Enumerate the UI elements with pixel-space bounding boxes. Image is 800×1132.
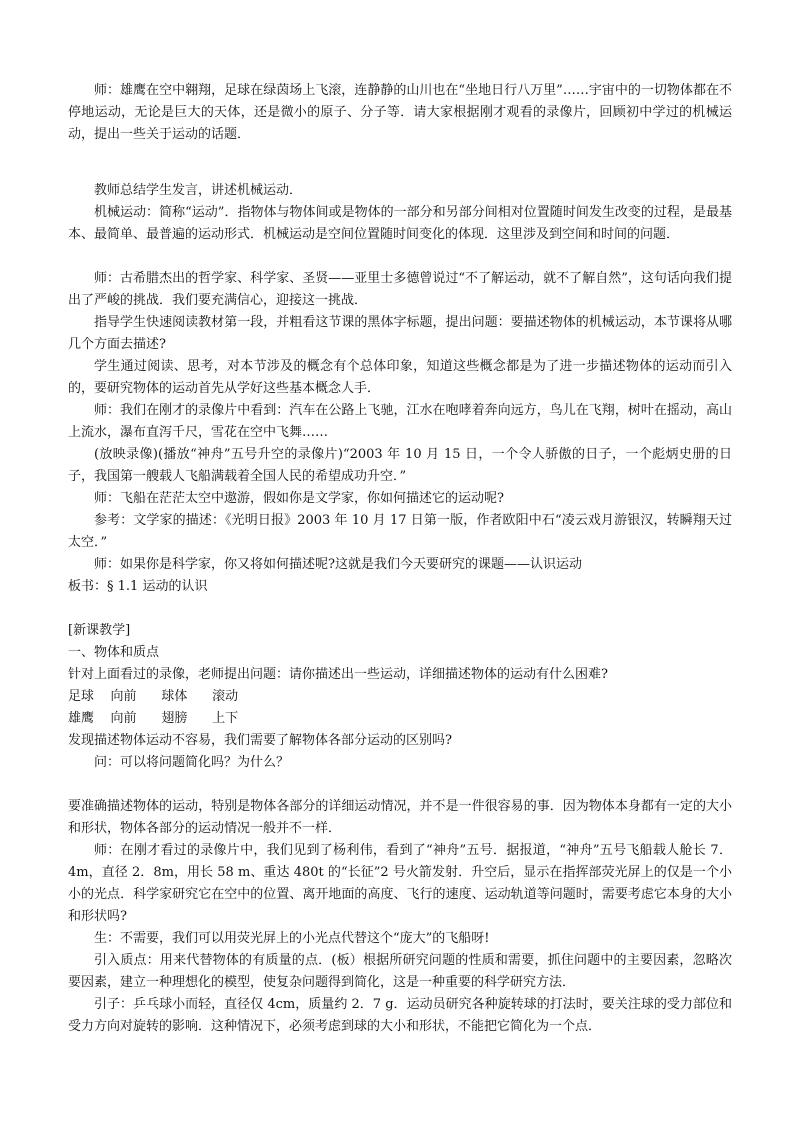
section-heading-object-particle: 一、物体和质点 [68, 645, 160, 660]
paragraph-teacher-summary: 教师总结学生发言，讲述机械运动． [94, 183, 303, 198]
paragraph-scientist-question: 师：如果你是科学家，你又将如何描述呢?这就是我们今天要研究的课题——认识运动 [94, 557, 582, 572]
paragraph-video-scenes: 师：我们在刚才的录像片中看到：汽车在公路上飞驰，江水在咆哮着奔向远方，鸟儿在飞翔，树叶在摇动，高山上流水，瀑布直泻千尺，雪花在空中飞舞…… [68, 403, 732, 440]
paragraph-literary-question: 师：飞船在茫茫太空中遨游，假如你是文学家，你如何描述它的运动呢? [94, 491, 504, 506]
section-new-lesson: [新课教学] [68, 623, 131, 638]
question-simplify: 问：可以将问题简化吗？为什么？ [94, 755, 290, 770]
paragraph-ping-pong: 引子：乒乓球小而轻，直径仅 4cm，质量约 2．7 g．运动员研究各种旋转球的打法时，要关注球的受力部位和受力方向对旋转的影响．这种情况下，必须考虑到球的大小和形状，不能把它简化为一个点． [68, 997, 732, 1034]
board-title: 板书：§ 1.1 运动的认识 [68, 579, 208, 594]
example-row-football: 足球 向前 球体 滚动 [68, 689, 239, 704]
paragraph-precise-description: 要准确描述物体的运动，特别是物体各部分的详细运动情况，并不是一件很容易的事．因为物体本身都有一定的大小和形状，物体各部分的运动情况一般并不一样． [68, 799, 732, 836]
paragraph-shenzhou-size: 师：在刚才看过的录像片中，我们见到了杨利伟，看到了“神舟”五号．据报道，“神舟”五号飞船载人舱长 7．4m，直径 2．8m，用长 58 m、重达 480t 的“长征”2 号火箭发射．升空后，显示在指挥部荧光屏上的仅是一个小小的光点．科学家研究它在空中的位置、离开地面的高度、飞行的速度、运动轨道等问题时，需要考虑它本身的大小和形状吗? [68, 843, 732, 924]
paragraph-student-answer: 生：不需要，我们可以用荧光屏上的小光点代替这个“庞大”的飞船呀! [94, 931, 490, 946]
paragraph-student-reading: 学生通过阅读、思考，对本节涉及的概念有个总体印象，知道这些概念都是为了进一步描述物体的运动而引入的，要研究物体的运动首先从学好这些基本概念人手． [68, 359, 732, 396]
paragraph-shenzhou-video: (放映录像)(播放“神舟”五号升空的录像片)“2003 年 10 月 15 日，一个令人骄傲的日子，一个彪炳史册的日子，我国第一艘载人飞船满载着全国人民的希望成功升空．” [68, 447, 732, 484]
paragraph-particle-definition: 引入质点：用来代替物体的有质量的点．(板）根据所研究问题的性质和需要，抓住问题中的主要因素，忽略次要因素，建立一种理想化的模型，使复杂问题得到简化，这是一种重要的科学研究方法． [68, 953, 732, 990]
example-row-eagle: 雄鹰 向前 翅膀 上下 [68, 711, 239, 726]
paragraph-intro: 师：雄鹰在空中翱翔，足球在绿茵场上飞滚，连静静的山川也在“坐地日行八万里”……宇宙中的一切物体都在不停地运动，无论是巨大的天体，还是微小的原子、分子等．请大家根据刚才观看的录像片，回顾初中学过的机械运动，提出一些关于运动的话题． [68, 83, 732, 142]
paragraph-literary-reference: 参考：文学家的描述：《光明日报》2003 年 10 月 17 日第一版，作者欧阳中石“凌云戏月游银汉，转瞬翔天过太空．” [68, 513, 732, 550]
paragraph-aristotle: 师：古希腊杰出的哲学家、科学家、圣贤——亚里士多德曾说过“不了解运动，就不了解自然”，这句话向我们提出了严峻的挑战．我们要充满信心，迎接这一挑战． [68, 271, 732, 308]
question-describe-motion: 针对上面看过的录像，老师提出问题：请你描述出一些运动，详细描述物体的运动有什么困难? [68, 667, 608, 682]
question-parts-difference: 发现描述物体运动不容易，我们需要了解物体各部分运动的区别吗? [68, 733, 452, 748]
paragraph-reading-guide: 指导学生快速阅读教材第一段，并粗看这节课的黑体字标题，提出问题：要描述物体的机械运动，本节课将从哪几个方面去描述? [68, 315, 732, 352]
paragraph-mechanical-motion: 机械运动：简称“运动”．指物体与物体间或是物体的一部分和另部分间相对位置随时间发生改变的过程，是最基本、最简单、最普遍的运动形式．机械运动是空间位置随时间变化的体现．这里涉及到空间和时间的问题． [68, 205, 732, 242]
